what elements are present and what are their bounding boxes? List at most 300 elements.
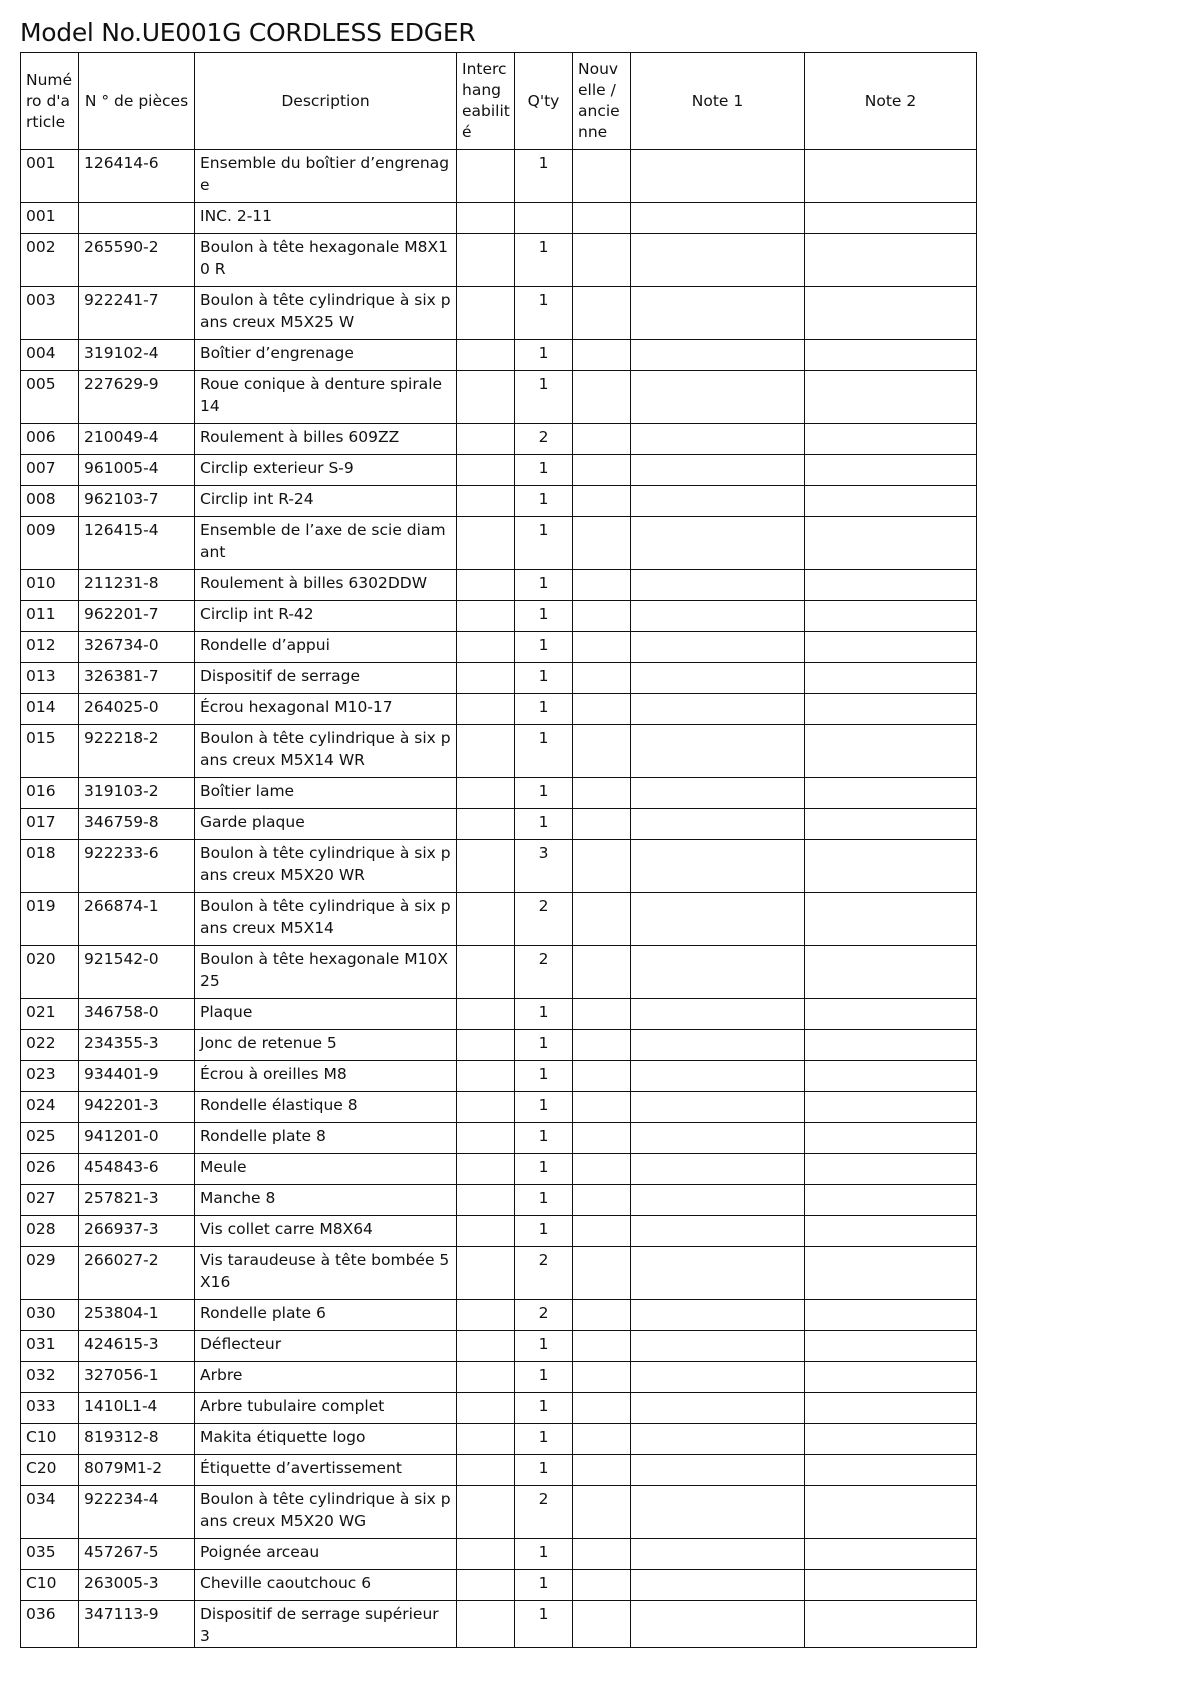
interchangeability-cell xyxy=(457,1216,515,1247)
item-no-cell: 003 xyxy=(21,287,79,340)
qty-cell: 1 xyxy=(515,1216,573,1247)
table-row xyxy=(21,893,977,946)
item-no-cell: 001 xyxy=(21,203,79,234)
qty-cell: 1 xyxy=(515,1362,573,1393)
description-cell: Plaque xyxy=(195,999,457,1030)
part-no-cell: 326734-0 xyxy=(79,632,195,663)
note1-cell xyxy=(631,486,805,517)
qty-cell: 1 xyxy=(515,455,573,486)
new-old-cell xyxy=(573,663,631,694)
table-row xyxy=(21,150,977,203)
item-no-cell: 008 xyxy=(21,486,79,517)
item-no-cell: C20 xyxy=(21,1455,79,1486)
note1-cell xyxy=(631,1455,805,1486)
part-no-cell: 922218-2 xyxy=(79,725,195,778)
table-row xyxy=(21,1570,977,1601)
interchangeability-cell xyxy=(457,1185,515,1216)
interchangeability-cell xyxy=(457,517,515,570)
qty-cell: 1 xyxy=(515,1092,573,1123)
description-cell: Garde plaque xyxy=(195,809,457,840)
note1-cell xyxy=(631,1123,805,1154)
col-header-part-no: N ° de pièces xyxy=(79,53,195,150)
item-no-cell: 032 xyxy=(21,1362,79,1393)
note2-cell xyxy=(805,517,977,570)
part-no-cell xyxy=(79,203,195,234)
part-no-cell: 922241-7 xyxy=(79,287,195,340)
note1-cell xyxy=(631,340,805,371)
note2-cell xyxy=(805,455,977,486)
note1-cell xyxy=(631,1216,805,1247)
qty-cell: 1 xyxy=(515,150,573,203)
note2-cell xyxy=(805,234,977,287)
description-cell: Arbre xyxy=(195,1362,457,1393)
table-row xyxy=(21,601,977,632)
interchangeability-cell xyxy=(457,999,515,1030)
interchangeability-cell xyxy=(457,1570,515,1601)
note1-cell xyxy=(631,1092,805,1123)
note2-cell xyxy=(805,601,977,632)
part-no-cell: 253804-1 xyxy=(79,1300,195,1331)
item-no-cell: 001 xyxy=(21,150,79,203)
new-old-cell xyxy=(573,570,631,601)
col-header-item-no: Numé ro d'a rticle xyxy=(21,53,79,150)
table-row xyxy=(21,1393,977,1424)
note1-cell xyxy=(631,371,805,424)
note2-cell xyxy=(805,1455,977,1486)
note1-cell xyxy=(631,424,805,455)
note2-cell xyxy=(805,632,977,663)
note1-cell xyxy=(631,840,805,893)
table-row xyxy=(21,486,977,517)
interchangeability-cell xyxy=(457,893,515,946)
table-row xyxy=(21,424,977,455)
interchangeability-cell xyxy=(457,234,515,287)
new-old-cell xyxy=(573,486,631,517)
part-no-cell: 941201-0 xyxy=(79,1123,195,1154)
note2-cell xyxy=(805,1486,977,1539)
table-row xyxy=(21,809,977,840)
note2-cell xyxy=(805,1216,977,1247)
interchangeability-cell xyxy=(457,287,515,340)
description-cell: Ensemble du boîtier d’engrenage xyxy=(195,150,457,203)
description-cell: Arbre tubulaire complet xyxy=(195,1393,457,1424)
part-no-cell: 424615-3 xyxy=(79,1331,195,1362)
interchangeability-cell xyxy=(457,340,515,371)
description-cell: Roulement à billes 6302DDW xyxy=(195,570,457,601)
interchangeability-cell xyxy=(457,1092,515,1123)
new-old-cell xyxy=(573,455,631,486)
item-no-cell: 018 xyxy=(21,840,79,893)
note1-cell xyxy=(631,1300,805,1331)
part-no-cell: 942201-3 xyxy=(79,1092,195,1123)
interchangeability-cell xyxy=(457,203,515,234)
note2-cell xyxy=(805,1123,977,1154)
qty-cell: 1 xyxy=(515,778,573,809)
note2-cell xyxy=(805,1331,977,1362)
new-old-cell xyxy=(573,1393,631,1424)
new-old-cell xyxy=(573,1185,631,1216)
item-no-cell: 029 xyxy=(21,1247,79,1300)
interchangeability-cell xyxy=(457,1154,515,1185)
note1-cell xyxy=(631,694,805,725)
note2-cell xyxy=(805,663,977,694)
interchangeability-cell xyxy=(457,1061,515,1092)
qty-cell: 1 xyxy=(515,287,573,340)
description-cell: Boulon à tête cylindrique à six pans creux M5X14 WR xyxy=(195,725,457,778)
note1-cell xyxy=(631,725,805,778)
interchangeability-cell xyxy=(457,1247,515,1300)
description-cell: Meule xyxy=(195,1154,457,1185)
interchangeability-cell xyxy=(457,694,515,725)
qty-cell: 2 xyxy=(515,1247,573,1300)
qty-cell: 1 xyxy=(515,1570,573,1601)
interchangeability-cell xyxy=(457,601,515,632)
interchangeability-cell xyxy=(457,570,515,601)
description-cell: Boulon à tête cylindrique à six pans creux M5X20 WR xyxy=(195,840,457,893)
new-old-cell xyxy=(573,150,631,203)
item-no-cell: 034 xyxy=(21,1486,79,1539)
item-no-cell: 010 xyxy=(21,570,79,601)
interchangeability-cell xyxy=(457,455,515,486)
interchangeability-cell xyxy=(457,1123,515,1154)
part-no-cell: 1410L1-4 xyxy=(79,1393,195,1424)
new-old-cell xyxy=(573,999,631,1030)
table-row xyxy=(21,1216,977,1247)
part-no-cell: 346758-0 xyxy=(79,999,195,1030)
new-old-cell xyxy=(573,1123,631,1154)
description-cell: Boulon à tête hexagonale M8X10 R xyxy=(195,234,457,287)
interchangeability-cell xyxy=(457,725,515,778)
item-no-cell: 006 xyxy=(21,424,79,455)
table-row xyxy=(21,663,977,694)
item-no-cell: 023 xyxy=(21,1061,79,1092)
new-old-cell xyxy=(573,234,631,287)
note2-cell xyxy=(805,486,977,517)
qty-cell: 2 xyxy=(515,1300,573,1331)
table-row xyxy=(21,694,977,725)
table-row xyxy=(21,455,977,486)
note1-cell xyxy=(631,1424,805,1455)
item-no-cell: 025 xyxy=(21,1123,79,1154)
new-old-cell xyxy=(573,1424,631,1455)
description-cell: Jonc de retenue 5 xyxy=(195,1030,457,1061)
new-old-cell xyxy=(573,778,631,809)
note2-cell xyxy=(805,1570,977,1601)
item-no-cell: 022 xyxy=(21,1030,79,1061)
table-row xyxy=(21,1092,977,1123)
qty-cell: 1 xyxy=(515,1185,573,1216)
interchangeability-cell xyxy=(457,150,515,203)
note1-cell xyxy=(631,150,805,203)
qty-cell: 1 xyxy=(515,340,573,371)
col-header-note1: Note 1 xyxy=(631,53,805,150)
table-row xyxy=(21,234,977,287)
new-old-cell xyxy=(573,287,631,340)
note1-cell xyxy=(631,1154,805,1185)
qty-cell: 1 xyxy=(515,694,573,725)
new-old-cell xyxy=(573,809,631,840)
note2-cell xyxy=(805,340,977,371)
note1-cell xyxy=(631,1362,805,1393)
note1-cell xyxy=(631,663,805,694)
qty-cell: 3 xyxy=(515,840,573,893)
part-no-cell: 264025-0 xyxy=(79,694,195,725)
part-no-cell: 962103-7 xyxy=(79,486,195,517)
table-row xyxy=(21,1154,977,1185)
new-old-cell xyxy=(573,946,631,999)
description-cell: Rondelle élastique 8 xyxy=(195,1092,457,1123)
part-no-cell: 227629-9 xyxy=(79,371,195,424)
note1-cell xyxy=(631,946,805,999)
interchangeability-cell xyxy=(457,371,515,424)
interchangeability-cell xyxy=(457,632,515,663)
table-row xyxy=(21,1123,977,1154)
new-old-cell xyxy=(573,1247,631,1300)
description-cell: Boulon à tête hexagonale M10X25 xyxy=(195,946,457,999)
part-no-cell: 319102-4 xyxy=(79,340,195,371)
part-no-cell: 961005-4 xyxy=(79,455,195,486)
interchangeability-cell xyxy=(457,1539,515,1570)
description-cell: Boulon à tête cylindrique à six pans creux M5X14 xyxy=(195,893,457,946)
interchangeability-cell xyxy=(457,1601,515,1648)
part-no-cell: 346759-8 xyxy=(79,809,195,840)
note1-cell xyxy=(631,601,805,632)
table-row xyxy=(21,1247,977,1300)
part-no-cell: 126414-6 xyxy=(79,150,195,203)
item-no-cell: 002 xyxy=(21,234,79,287)
item-no-cell: 015 xyxy=(21,725,79,778)
new-old-cell xyxy=(573,840,631,893)
note1-cell xyxy=(631,778,805,809)
part-no-cell: 922234-4 xyxy=(79,1486,195,1539)
note2-cell xyxy=(805,778,977,809)
interchangeability-cell xyxy=(457,809,515,840)
new-old-cell xyxy=(573,1362,631,1393)
table-row xyxy=(21,1486,977,1539)
description-cell: Circlip exterieur S-9 xyxy=(195,455,457,486)
description-cell: Étiquette d’avertissement xyxy=(195,1455,457,1486)
item-no-cell: 031 xyxy=(21,1331,79,1362)
description-cell: INC. 2-11 xyxy=(195,203,457,234)
part-no-cell: 8079M1-2 xyxy=(79,1455,195,1486)
table-row xyxy=(21,1331,977,1362)
note2-cell xyxy=(805,287,977,340)
note2-cell xyxy=(805,840,977,893)
interchangeability-cell xyxy=(457,1300,515,1331)
note2-cell xyxy=(805,1030,977,1061)
part-no-cell: 210049-4 xyxy=(79,424,195,455)
part-no-cell: 922233-6 xyxy=(79,840,195,893)
qty-cell: 1 xyxy=(515,601,573,632)
qty-cell: 1 xyxy=(515,486,573,517)
note2-cell xyxy=(805,1362,977,1393)
description-cell: Circlip int R-42 xyxy=(195,601,457,632)
qty-cell: 1 xyxy=(515,517,573,570)
item-no-cell: 028 xyxy=(21,1216,79,1247)
note1-cell xyxy=(631,203,805,234)
page-title: Model No.UE001G CORDLESS EDGER xyxy=(20,18,476,47)
note2-cell xyxy=(805,1601,977,1648)
note1-cell xyxy=(631,234,805,287)
interchangeability-cell xyxy=(457,663,515,694)
note2-cell xyxy=(805,1424,977,1455)
qty-cell: 1 xyxy=(515,1455,573,1486)
qty-cell: 1 xyxy=(515,1331,573,1362)
interchangeability-cell xyxy=(457,1455,515,1486)
table-row xyxy=(21,946,977,999)
note1-cell xyxy=(631,1486,805,1539)
item-no-cell: 009 xyxy=(21,517,79,570)
table-row xyxy=(21,340,977,371)
description-cell: Poignée arceau xyxy=(195,1539,457,1570)
item-no-cell: 017 xyxy=(21,809,79,840)
new-old-cell xyxy=(573,1216,631,1247)
new-old-cell xyxy=(573,1455,631,1486)
col-header-description: Description xyxy=(195,53,457,150)
table-row xyxy=(21,999,977,1030)
note2-cell xyxy=(805,725,977,778)
part-no-cell: 266027-2 xyxy=(79,1247,195,1300)
note2-cell xyxy=(805,809,977,840)
interchangeability-cell xyxy=(457,1030,515,1061)
note1-cell xyxy=(631,999,805,1030)
header-row xyxy=(21,53,977,150)
note2-cell xyxy=(805,1154,977,1185)
qty-cell: 1 xyxy=(515,1154,573,1185)
item-no-cell: 027 xyxy=(21,1185,79,1216)
description-cell: Vis taraudeuse à tête bombée 5X16 xyxy=(195,1247,457,1300)
interchangeability-cell xyxy=(457,424,515,455)
interchangeability-cell xyxy=(457,1331,515,1362)
new-old-cell xyxy=(573,1539,631,1570)
part-no-cell: 126415-4 xyxy=(79,517,195,570)
description-cell: Ensemble de l’axe de scie diamant xyxy=(195,517,457,570)
item-no-cell: C10 xyxy=(21,1570,79,1601)
new-old-cell xyxy=(573,1601,631,1648)
table-row xyxy=(21,1424,977,1455)
new-old-cell xyxy=(573,1092,631,1123)
part-no-cell: 211231-8 xyxy=(79,570,195,601)
description-cell: Boîtier lame xyxy=(195,778,457,809)
new-old-cell xyxy=(573,424,631,455)
item-no-cell: 030 xyxy=(21,1300,79,1331)
item-no-cell: 014 xyxy=(21,694,79,725)
note2-cell xyxy=(805,1092,977,1123)
new-old-cell xyxy=(573,632,631,663)
table-row xyxy=(21,1362,977,1393)
note2-cell xyxy=(805,999,977,1030)
table-row xyxy=(21,1300,977,1331)
part-no-cell: 266874-1 xyxy=(79,893,195,946)
part-no-cell: 347113-9 xyxy=(79,1601,195,1648)
qty-cell: 1 xyxy=(515,1393,573,1424)
note2-cell xyxy=(805,1061,977,1092)
interchangeability-cell xyxy=(457,486,515,517)
new-old-cell xyxy=(573,893,631,946)
item-no-cell: 007 xyxy=(21,455,79,486)
qty-cell: 1 xyxy=(515,371,573,424)
note2-cell xyxy=(805,203,977,234)
qty-cell: 1 xyxy=(515,1424,573,1455)
new-old-cell xyxy=(573,1030,631,1061)
description-cell: Roulement à billes 609ZZ xyxy=(195,424,457,455)
qty-cell: 1 xyxy=(515,999,573,1030)
new-old-cell xyxy=(573,694,631,725)
description-cell: Rondelle plate 8 xyxy=(195,1123,457,1154)
table-row xyxy=(21,1061,977,1092)
note1-cell xyxy=(631,517,805,570)
part-no-cell: 257821-3 xyxy=(79,1185,195,1216)
new-old-cell xyxy=(573,1154,631,1185)
qty-cell: 1 xyxy=(515,1030,573,1061)
new-old-cell xyxy=(573,203,631,234)
note2-cell xyxy=(805,150,977,203)
table-row xyxy=(21,1601,977,1648)
item-no-cell: 026 xyxy=(21,1154,79,1185)
note1-cell xyxy=(631,1601,805,1648)
qty-cell: 1 xyxy=(515,1123,573,1154)
interchangeability-cell xyxy=(457,1486,515,1539)
new-old-cell xyxy=(573,371,631,424)
note2-cell xyxy=(805,570,977,601)
qty-cell: 2 xyxy=(515,946,573,999)
table-row xyxy=(21,840,977,893)
note1-cell xyxy=(631,1393,805,1424)
item-no-cell: 005 xyxy=(21,371,79,424)
new-old-cell xyxy=(573,601,631,632)
new-old-cell xyxy=(573,340,631,371)
item-no-cell: 020 xyxy=(21,946,79,999)
note1-cell xyxy=(631,893,805,946)
part-no-cell: 819312-8 xyxy=(79,1424,195,1455)
part-no-cell: 921542-0 xyxy=(79,946,195,999)
table-row xyxy=(21,517,977,570)
item-no-cell: 004 xyxy=(21,340,79,371)
parts-table xyxy=(20,52,977,1648)
new-old-cell xyxy=(573,1486,631,1539)
col-header-new-old: Nouv elle / ancie nne xyxy=(573,53,631,150)
description-cell: Cheville caoutchouc 6 xyxy=(195,1570,457,1601)
description-cell: Boulon à tête cylindrique à six pans creux M5X20 WG xyxy=(195,1486,457,1539)
qty-cell: 1 xyxy=(515,1061,573,1092)
interchangeability-cell xyxy=(457,778,515,809)
note2-cell xyxy=(805,1393,977,1424)
part-no-cell: 234355-3 xyxy=(79,1030,195,1061)
description-cell: Circlip int R-24 xyxy=(195,486,457,517)
table-row xyxy=(21,287,977,340)
part-no-cell: 319103-2 xyxy=(79,778,195,809)
table-row xyxy=(21,778,977,809)
part-no-cell: 962201-7 xyxy=(79,601,195,632)
qty-cell: 1 xyxy=(515,570,573,601)
note1-cell xyxy=(631,1247,805,1300)
note1-cell xyxy=(631,1331,805,1362)
col-header-qty: Q'ty xyxy=(515,53,573,150)
part-no-cell: 263005-3 xyxy=(79,1570,195,1601)
table-row xyxy=(21,1539,977,1570)
description-cell: Écrou à oreilles M8 xyxy=(195,1061,457,1092)
qty-cell: 1 xyxy=(515,809,573,840)
note1-cell xyxy=(631,287,805,340)
new-old-cell xyxy=(573,517,631,570)
table-row xyxy=(21,1030,977,1061)
note1-cell xyxy=(631,1539,805,1570)
note2-cell xyxy=(805,1185,977,1216)
description-cell: Boîtier d’engrenage xyxy=(195,340,457,371)
note2-cell xyxy=(805,371,977,424)
note1-cell xyxy=(631,1061,805,1092)
qty-cell: 1 xyxy=(515,1539,573,1570)
